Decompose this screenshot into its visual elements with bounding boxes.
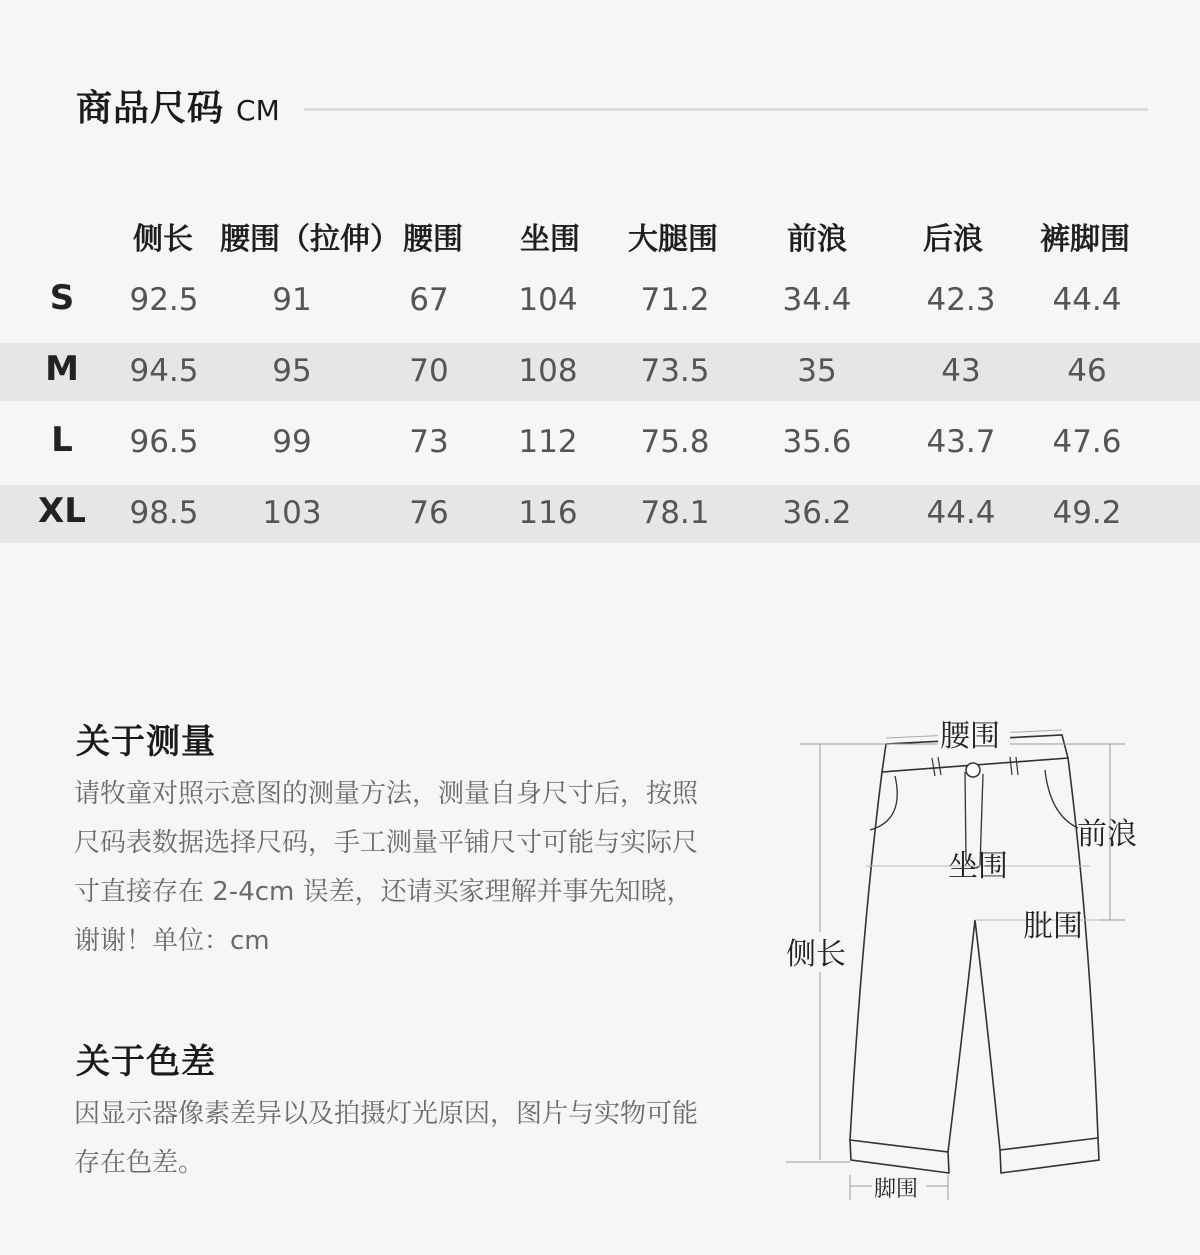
table-cell: 35	[797, 353, 837, 389]
measure-text	[74, 770, 754, 966]
size-table	[0, 200, 1200, 556]
table-cell: 76	[409, 495, 449, 531]
title-divider	[304, 108, 1148, 111]
table-cell: 47.6	[1052, 424, 1122, 460]
col-waist: 腰围	[403, 222, 463, 257]
table-cell: 44.4	[1052, 282, 1122, 318]
table-row	[0, 343, 1200, 401]
row-size-label: L	[51, 420, 73, 460]
row-size-label: XL	[38, 491, 86, 531]
table-cell: 95	[272, 353, 312, 389]
color-title: 关于色差	[76, 1042, 216, 1082]
table-cell: 116	[518, 495, 578, 531]
table-cell: 98.5	[129, 495, 199, 531]
col-back-rise: 后浪	[923, 222, 983, 257]
color-line: 因显示器像素差异以及拍摄灯光原因，图片与实物可能	[74, 1099, 699, 1129]
diagram-label-thigh: 肶围	[1023, 909, 1083, 944]
page-title-unit: CM	[236, 94, 280, 127]
diagram-label-front-rise: 前浪	[1077, 817, 1137, 852]
col-thigh: 大腿围	[628, 222, 718, 257]
table-cell: 43.7	[926, 424, 996, 460]
table-cell: 73.5	[640, 353, 710, 389]
diagram-label-hem: 脚围	[874, 1177, 919, 1202]
measure-line: 请牧童对照示意图的测量方法，测量自身尺寸后，按照	[74, 779, 699, 809]
table-cell: 36.2	[782, 495, 852, 531]
diagram-label-side-length: 侧长	[786, 937, 846, 972]
col-hem: 裤脚围	[1040, 222, 1130, 257]
table-cell: 104	[518, 282, 578, 318]
table-cell: 49.2	[1052, 495, 1122, 531]
table-cell: 44.4	[926, 495, 996, 531]
table-cell: 43	[941, 353, 981, 389]
row-size-label: M	[45, 349, 79, 389]
measure-title: 关于测量	[76, 722, 216, 762]
diagram-label-hip: 坐围	[948, 849, 1008, 884]
table-row	[0, 485, 1200, 543]
table-cell: 103	[262, 495, 322, 531]
table-cell: 70	[409, 353, 449, 389]
table-cell: 71.2	[640, 282, 710, 318]
table-cell: 34.4	[782, 282, 852, 318]
row-size-label: S	[49, 278, 75, 318]
page-title-row	[76, 80, 280, 131]
table-row	[0, 272, 1200, 330]
measure-line: 寸直接存在 2-4cm 误差，还请买家理解并事先知晓，	[74, 877, 693, 907]
color-text	[74, 1090, 754, 1188]
table-cell: 99	[272, 424, 312, 460]
table-cell: 91	[272, 282, 312, 318]
pants-measurement-diagram	[780, 710, 1180, 1230]
table-cell: 67	[409, 282, 449, 318]
table-cell: 73	[409, 424, 449, 460]
table-cell: 78.1	[640, 495, 710, 531]
table-header	[0, 200, 1200, 272]
col-side-length: 侧长	[133, 222, 193, 257]
table-row	[0, 414, 1200, 472]
table-cell: 35.6	[782, 424, 852, 460]
measure-line: 谢谢！单位：cm	[74, 926, 270, 956]
table-cell: 96.5	[129, 424, 199, 460]
button-icon	[966, 763, 980, 777]
measure-line: 尺码表数据选择尺码，手工测量平铺尺寸可能与实际尺	[74, 828, 699, 858]
table-cell: 75.8	[640, 424, 710, 460]
page-title: 商品尺码	[76, 88, 225, 129]
table-cell: 112	[518, 424, 578, 460]
table-cell: 42.3	[926, 282, 996, 318]
table-cell: 108	[518, 353, 578, 389]
color-line: 存在色差。	[74, 1148, 205, 1178]
col-waist-stretch: 腰围（拉伸）	[220, 222, 400, 257]
col-front-rise: 前浪	[787, 222, 847, 257]
table-cell: 92.5	[129, 282, 199, 318]
table-cell: 94.5	[129, 353, 199, 389]
diagram-label-waist: 腰围	[940, 719, 1000, 754]
col-hip: 坐围	[520, 222, 580, 257]
table-cell: 46	[1067, 353, 1107, 389]
